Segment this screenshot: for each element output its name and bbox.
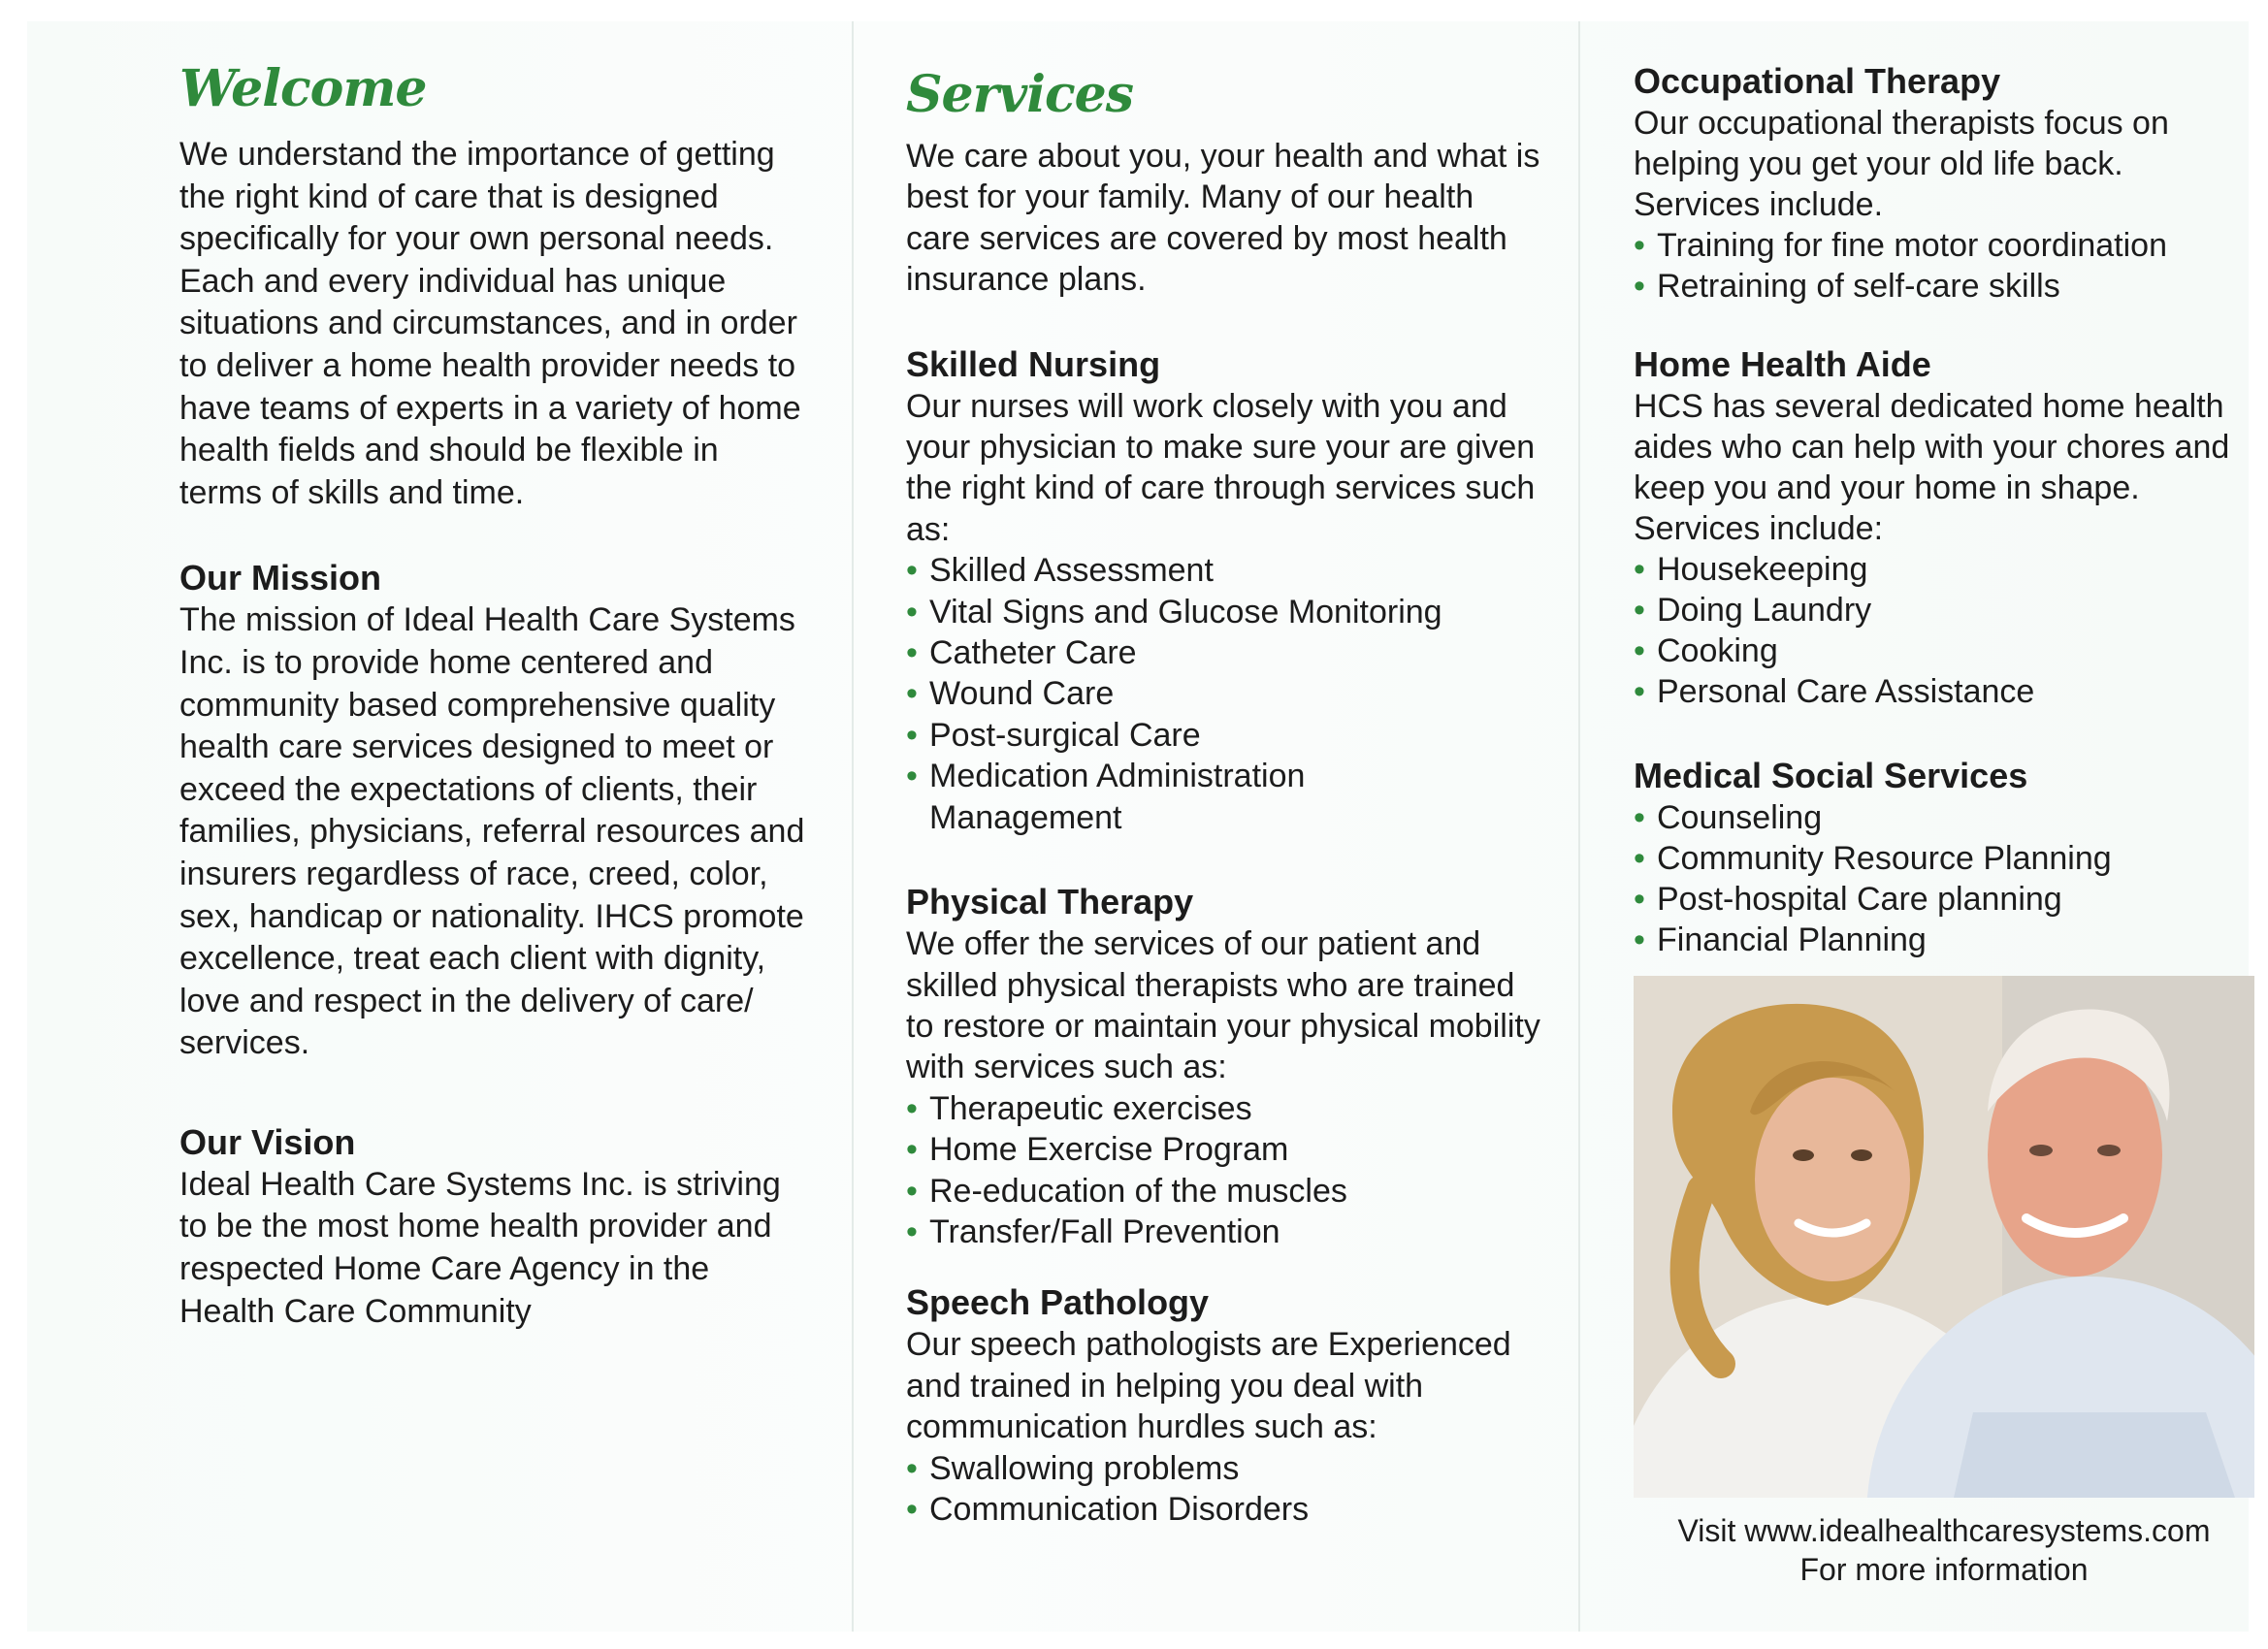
physical-therapy-list [906,1088,1546,1253]
list-item: • Transfer/Fall Prevention [906,1212,1546,1252]
mission-heading: Our Mission [179,558,382,598]
list-item: • Post-hospital Care planning [1634,879,2254,920]
skilled-nursing-heading: Skilled Nursing [906,343,1161,384]
occupational-therapy-list [1634,225,2254,307]
medical-social-list [1634,797,2254,960]
website-url-text: Visit www.idealhealthcaresystems.com [1677,1513,2211,1548]
list-item: • Swallowing problems [906,1448,1546,1489]
welcome-title: Welcome [179,59,427,118]
caregiver-photo-illustration [1634,976,2254,1498]
home-health-aide-services-label: Services include: [1634,510,1884,547]
vision-heading: Our Vision [179,1121,356,1162]
list-item: • Financial Planning [1634,920,2254,960]
list-item: • Cooking [1634,630,2254,671]
list-item: • Wound Care [906,673,1546,714]
list-item: • Re-education of the muscles [906,1171,1546,1212]
welcome-text: We understand the importance of getting the right kind of care that is designed specifically for your own personal needs. Each and every individual has unique situations and circumstances, and in order to deliver a home health provider needs to have teams of experts in a variety of home health fields and should be flexible in terms of skills and time. [179,136,801,511]
list-item: • Community Resource Planning [1634,838,2254,879]
list-item: • Housekeeping [1634,549,2254,590]
list-item: • Catheter Care [906,632,1546,673]
home-health-aide-text: HCS has several dedicated home health aides who can help with your chores and keep you and your home in shape. [1634,388,2230,506]
panel-middle [906,0,1546,1530]
home-health-aide-heading: Home Health Aide [1634,344,1931,384]
speech-pathology-heading: Speech Pathology [906,1282,1210,1323]
list-item: • Post-surgical Care [906,715,1546,756]
list-item: • Skilled Assessment [906,550,1546,591]
more-info-text: For more information [1799,1552,2089,1587]
list-item: • Retraining of self-care skills [1634,266,2254,307]
list-item: • Counseling [1634,797,2254,838]
list-item: • Training for fine motor coordination [1634,225,2254,266]
services-title: Services [906,65,1134,124]
list-item: • Personal Care Assistance [1634,671,2254,712]
list-item: • Communication Disorders [906,1489,1546,1530]
vision-text: Ideal Health Care Systems Inc. is striving to be the most home health provider and respected Home Care Agency in the Health Care Community [179,1165,781,1330]
occupational-therapy-text: Our occupational therapists focus on helping you get your old life back. Services include. [1634,105,2169,223]
skilled-nursing-text: Our nurses will work closely with you and your physician to make sure your are given the right kind of care through services such as: [906,387,1536,548]
medical-social-heading: Medical Social Services [1634,756,2028,795]
physical-therapy-text: We offer the services of our patient and skilled physical therapists who are trained to restore or maintain your physical mobility with services such as: [906,925,1540,1086]
list-item: • Vital Signs and Glucose Monitoring [906,592,1546,632]
speech-pathology-list [906,1448,1546,1531]
list-item: • Therapeutic exercises [906,1088,1546,1129]
caregiver-photo [1634,976,2254,1498]
panel-left [179,0,810,1333]
skilled-nursing-list [906,550,1546,838]
speech-pathology-text: Our speech pathologists are Experienced and trained in helping you deal with communication hurdles such as: [906,1326,1511,1446]
panel-fold-divider [852,21,854,1632]
list-item: • Doing Laundry [1634,590,2254,630]
list-item: • Medication Administration Management [906,756,1546,838]
panel-fold-divider [1578,21,1580,1632]
physical-therapy-heading: Physical Therapy [906,882,1194,922]
mission-text: The mission of Ideal Health Care Systems Inc. is to provide home centered and community based comprehensive quality health care services designed to meet or exceed the expectations of clients, their families, physicians, referral resources and insurers regardless of race, creed, color, sex, handicap or nationality. IHCS promote excellence, treat each client with dignity, love and respect in the delivery of care/ services. [179,601,805,1062]
panel-right [1634,0,2254,1589]
occupational-therapy-heading: Occupational Therapy [1634,61,2001,101]
website-note [1634,1511,2254,1589]
home-health-aide-list [1634,549,2254,712]
services-text: We care about you, your health and what is best for your family. Many of our health care services are covered by most health insurance plans. [906,138,1540,299]
list-item: • Home Exercise Program [906,1129,1546,1170]
